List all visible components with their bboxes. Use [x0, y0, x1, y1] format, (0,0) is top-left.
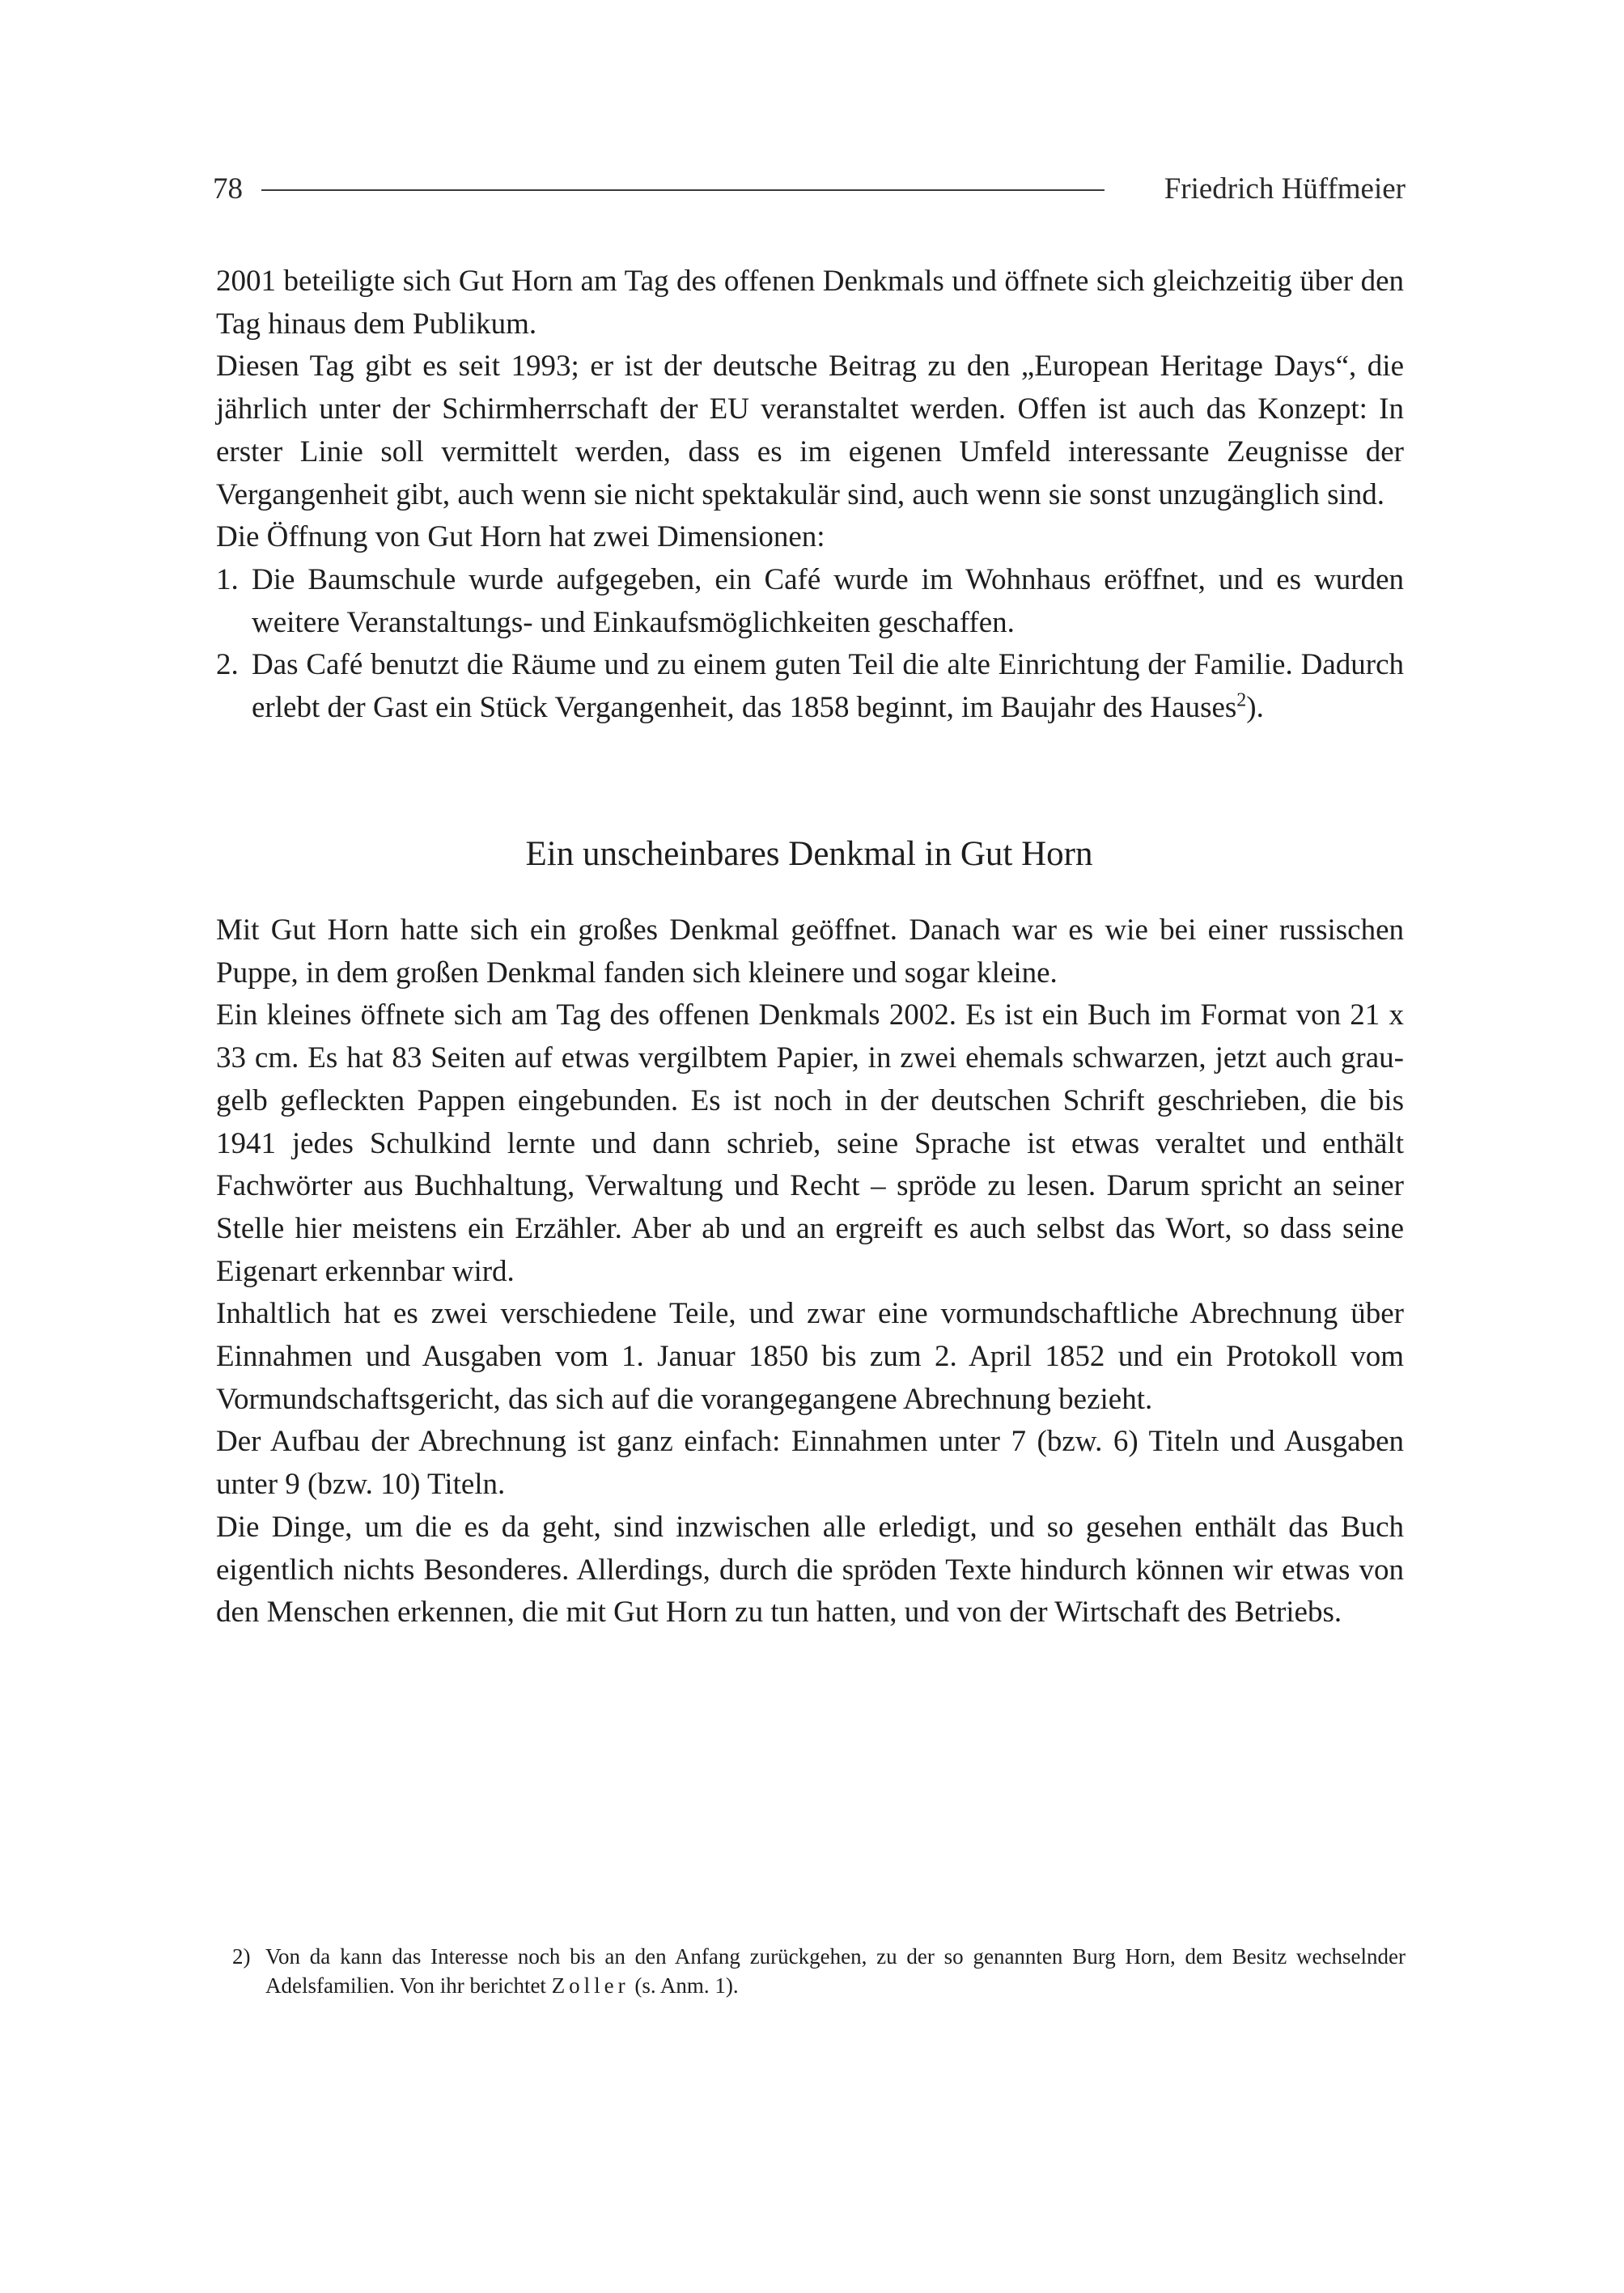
list-number: 2. [216, 648, 239, 682]
footnote-text [232, 1942, 1406, 2000]
page-header [213, 167, 1406, 212]
paragraph: Mit Gut Horn hatte sich ein großes Denkmal geöffnet. Danach war es wie bei einer russischen Puppe, in dem großen Denkmal fanden sich kleinere und sogar kleine. [216, 913, 1404, 990]
section-heading: Ein unscheinbares Denkmal in Gut Horn [525, 835, 1093, 873]
footnote-mark: 2) [232, 1944, 251, 1969]
paragraph: Die Öffnung von Gut Horn hat zwei Dimensionen: [216, 520, 825, 554]
list-number: 1. [216, 562, 239, 596]
paragraph: Die Dinge, um die es da geht, sind inzwischen alle erledigt, und so gesehen enthält das Buch eigentlich nichts Besonderes. Allerdings, durch die spröden Texte hindurch können wir etwas von den Menschen erkennen, die mit Gut Horn zu tun hatten, und von der Wirtschaft des Betriebs. [216, 1510, 1404, 1630]
header-rule [261, 189, 1105, 191]
footnote-reference: 2 [1236, 689, 1247, 711]
footnote-text-before: Von da kann das Interesse noch bis an den Anfang zurückgehen, zu der so genannten Burg Horn, dem Besitz wechselnder Adelsfamilien. Von ihr berichtet [265, 1944, 1406, 1998]
paragraph: 2001 beteiligte sich Gut Horn am Tag des offenen Denkmals und öffnete sich gleichzeitig über den Tag hinaus dem Publikum. [216, 265, 1404, 341]
list-item [216, 559, 1404, 644]
paragraph: Der Aufbau der Abrechnung ist ganz einfach: Einnahmen unter 7 (bzw. 6) Titeln und Ausgaben unter 9 (bzw. 10) Titeln. [216, 1425, 1404, 1502]
footnote-text-after: (s. Anm. 1). [629, 1973, 739, 1998]
page-number: 78 [213, 172, 243, 206]
intro-block [216, 261, 1404, 730]
paragraph: Diesen Tag gibt es seit 1993; er ist der deutsche Beitrag zu den „European Heritage Days“, die jährlich unter der Schirmherrschaft der EU veranstaltet werden. Offen ist auch das Konzept: In erster Linie soll vermittelt werden, dass es im eigenen Umfeld interessante Zeugnisse der Vergangenheit gibt, auch wenn sie nicht spektakulär sind, auch wenn sie sonst unzugänglich sind. [216, 350, 1404, 511]
footnote-author: Zoller [551, 1973, 630, 1998]
section-body [216, 909, 1404, 1634]
list-item-tail: ). [1246, 691, 1264, 725]
list-item-text: Das Café benutzt die Räume und zu einem guten Teil die alte Einrichtung der Familie. Dadurch erlebt der Gast ein Stück Vergangenheit, das 1858 beginnt, im Baujahr des Hauses [252, 648, 1404, 725]
running-head-author: Friedrich Hüffmeier [1164, 172, 1406, 206]
paragraph: Ein kleines öffnete sich am Tag des offenen Denkmals 2002. Es ist ein Buch im Format von 21 x 33 cm. Es hat 83 Seiten auf etwas vergilbtem Papier, in zwei ehemals schwarzen, jetzt auch grau-gelb gefleckten Pappen eingebunden. Es ist noch in der deutschen Schrift geschrieben, die bis 1941 jedes Schulkind lernte und dann schrieb, seine Sprache ist etwas veraltet und enthält Fachwörter aus Buchhaltung, Verwaltung und Recht – spröde zu lesen. Darum spricht an seiner Stelle hier meistens ein Erzähler. Aber ab und an ergreift es auch selbst das Wort, so dass seine Eigenart erkennbar wird. [216, 998, 1404, 1288]
paragraph: Inhaltlich hat es zwei verschiedene Teile, und zwar eine vormundschaftliche Abrechnung über Einnahmen und Ausgaben vom 1. Januar 1850 bis zum 2. April 1852 und ein Protokoll vom Vormundschaftsgericht, das sich auf die vorangegangene Abrechnung bezieht. [216, 1297, 1404, 1416]
footnote [232, 1942, 1406, 2000]
list-item [216, 644, 1404, 729]
list-item-text: Die Baumschule wurde aufgegeben, ein Café wurde im Wohnhaus eröffnet, und es wurden weitere Veranstaltungs- und Einkaufsmöglichkeiten geschaffen. [252, 562, 1404, 639]
